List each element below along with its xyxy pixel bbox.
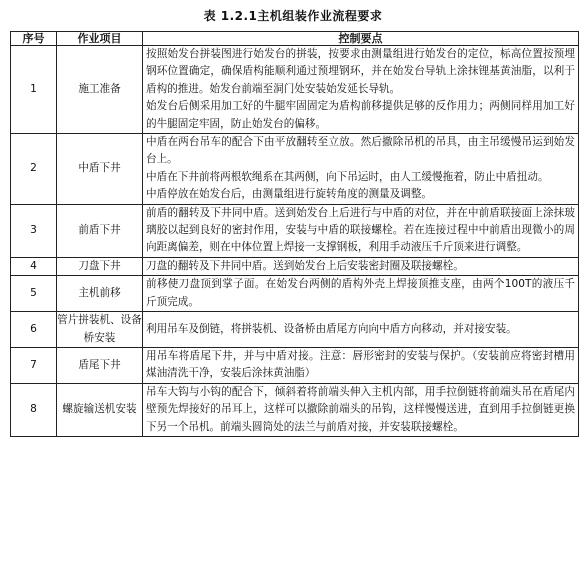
table-row	[11, 134, 579, 205]
requirement-paragraph: 利用吊车及倒链，将拼装机、设备桥由盾尾方向向中盾方向移动，并对接安装。	[146, 322, 517, 335]
header-seq: 序号	[11, 32, 57, 46]
table-row	[11, 312, 579, 348]
requirement-paragraph: 始发台后侧采用加工好的牛腿牢固固定为盾构前移提供足够的反作用力；两侧同样用加工好的牛腿固定牢固，防止始发台的偏移。	[146, 100, 575, 130]
row-seq: 8	[11, 383, 57, 436]
row-seq: 5	[11, 276, 57, 312]
row-seq: 6	[11, 312, 57, 348]
requirement-paragraph: 中盾停放在始发台后，由测量组进行旋转角度的测量及调整。	[146, 188, 433, 201]
table-header-row	[11, 32, 579, 46]
row-requirements	[143, 46, 579, 134]
table-title: 表 1.2.1主机组装作业流程要求	[203, 9, 383, 23]
row-seq: 2	[11, 134, 57, 205]
requirement-paragraph: 按照始发台拼装图进行始发台的拼装，按要求由测量组进行始发台的定位，标高位置按预埋钢环位置确定，确保盾构能顺利通过预埋钢环，并在始发台导轨上涂抹锂基黄油脂，以利于盾构的推进。始发台前端至洞门处安装始发延长导轨。	[146, 48, 575, 95]
row-item: 主机前移	[57, 276, 143, 312]
row-item: 中盾下井	[57, 134, 143, 205]
requirement-paragraph: 前移使刀盘顶到掌子面。在始发台两侧的盾构外壳上焊接顶推支座，由两个100T的液压千斤顶完成。	[146, 278, 575, 308]
requirement-paragraph: 中盾在下井前将两根软绳系在其两侧，向下吊运时，由人工缓慢拖着，防止中盾扭动。	[146, 170, 549, 183]
row-item: 刀盘下井	[57, 257, 143, 275]
requirement-paragraph: 用吊车将盾尾下井，并与中盾对接。注意：唇形密封的安装与保护。（安装前应将密封槽用煤油清洗干净，安装后涂抹黄油脂）	[146, 349, 575, 380]
row-requirements	[143, 134, 579, 205]
row-item: 盾尾下井	[57, 347, 143, 383]
requirement-paragraph: 刀盘的翻转及下井同中盾。送到始发台上后安装密封圈及联接螺栓。	[146, 259, 464, 272]
table-row	[11, 46, 579, 134]
requirement-paragraph: 前盾的翻转及下井同中盾。送到始发台上后进行与中盾的对位，并在中前盾联接面上涂抹玻璃胶以起到良好的密封作用，安装与中盾的联接螺栓。若在连接过程中中前盾出现微小的周向距离偏差，则在中体位置上焊接一支撑钢板，利用手动液压千斤顶来进行调整。	[146, 206, 575, 254]
table-row	[11, 276, 579, 312]
row-item: 管片拼装机、设备桥安装	[57, 312, 143, 348]
row-seq: 7	[11, 347, 57, 383]
row-requirements	[143, 312, 579, 348]
row-requirements	[143, 383, 579, 436]
row-requirements	[143, 204, 579, 257]
row-item: 前盾下井	[57, 204, 143, 257]
requirement-paragraph: 中盾在两台吊车的配合下由平放翻转至立放。然后撤除吊机的吊具，由主吊缓慢吊运到始发台上。	[146, 136, 575, 166]
row-requirements	[143, 257, 579, 275]
row-item: 螺旋输送机安装	[57, 383, 143, 436]
table-row	[11, 383, 579, 436]
header-item: 作业项目	[57, 32, 143, 46]
table-row	[11, 204, 579, 257]
requirement-paragraph: 吊车大钩与小钩的配合下，倾斜着将前端头伸入主机内部，用手拉倒链将前端头吊在盾尾内壁预先焊接好的吊耳上，这样可以撤除前端头的吊钩，这样慢慢送进，直到用手拉倒链更换下另一个吊机。前端头圆筒处的法兰与前盾对接，并安装联接螺栓。	[146, 385, 575, 433]
row-seq: 1	[11, 46, 57, 134]
row-seq: 4	[11, 257, 57, 275]
table-row	[11, 257, 579, 275]
row-requirements	[143, 276, 579, 312]
row-seq: 3	[11, 204, 57, 257]
header-requirements: 控制要点	[143, 32, 579, 46]
row-item: 施工准备	[57, 46, 143, 134]
row-requirements	[143, 347, 579, 383]
table-row	[11, 347, 579, 383]
workflow-table	[10, 31, 579, 437]
